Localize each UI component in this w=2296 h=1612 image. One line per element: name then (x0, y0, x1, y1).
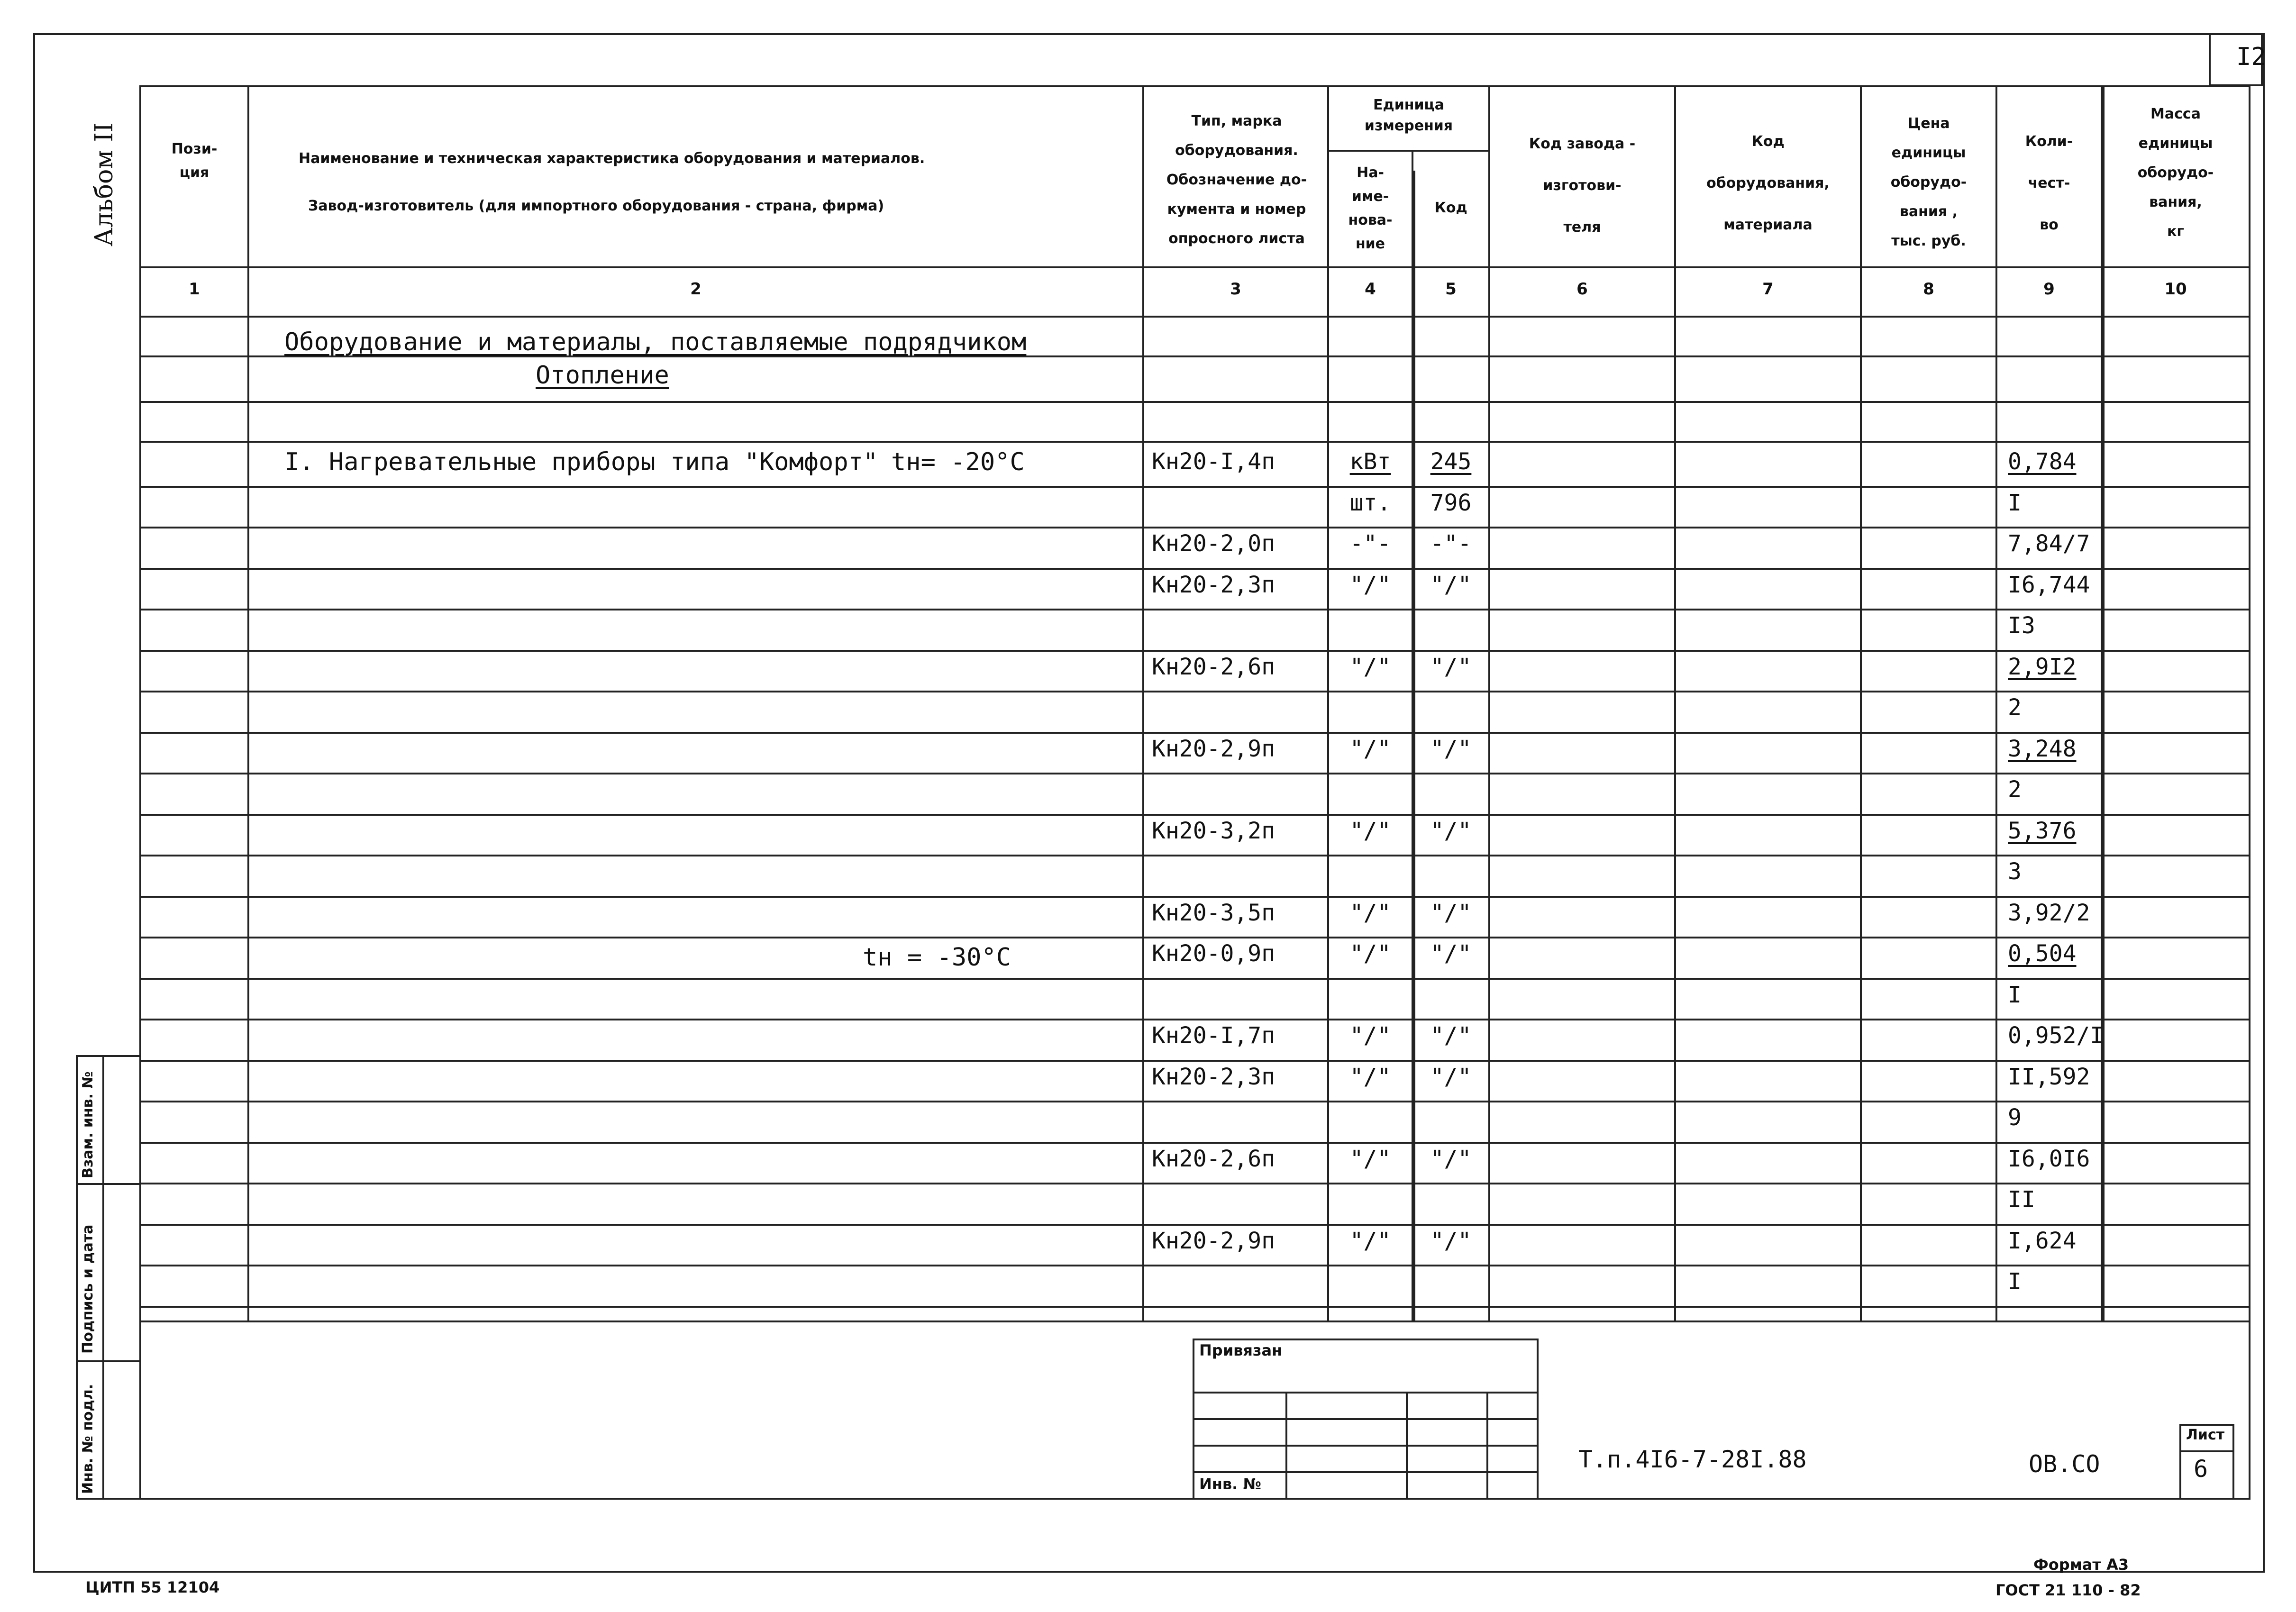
row-line (139, 609, 2250, 610)
header-unit-group: Единица измерения (1364, 97, 1453, 134)
cell-qty: 7,84/7 (2008, 530, 2090, 557)
album-label: Альбом II (90, 122, 118, 246)
cell-code: "/" (1430, 1145, 1472, 1172)
colnum-1: 1 (189, 280, 200, 299)
colnum-3: 3 (1230, 280, 1241, 299)
row-line (139, 896, 2250, 898)
header-unit-name: На- име- нова- ние (1348, 164, 1393, 252)
row-line (139, 937, 2250, 938)
cell-type: Кн20-3,5п (1152, 899, 1276, 926)
row-line (139, 401, 2250, 403)
cell-qty: 3,248 (2008, 735, 2077, 762)
stamp-vline-a (1285, 1392, 1287, 1500)
row-line (139, 1060, 2250, 1062)
header-mass: Масса единицы оборудо- вания, кг (2137, 106, 2214, 240)
cell-qty: 3 (2008, 858, 2022, 885)
cell-type: Кн20-2,0п (1152, 530, 1276, 557)
colnum-5: 5 (1445, 280, 1457, 299)
cell-name: "/" (1349, 571, 1391, 598)
row-line (139, 527, 2250, 528)
colnum-4: 4 (1365, 280, 1376, 299)
cell-qty: I6,0I6 (2008, 1145, 2090, 1172)
row-line (139, 691, 2250, 692)
row-line (139, 1101, 2250, 1102)
cell-name: шт. (1349, 489, 1391, 516)
col-line-2 (1142, 85, 1144, 1321)
col-line-1 (247, 85, 249, 1321)
side-stamp-line-2 (76, 1360, 141, 1362)
col-line-6 (1674, 85, 1676, 1321)
row-line (139, 650, 2250, 652)
row-line (139, 1142, 2250, 1144)
colnum-7: 7 (1762, 280, 1774, 299)
colnum-9: 9 (2043, 280, 2055, 299)
section-subtitle: Отопление (536, 361, 669, 390)
row-line (139, 732, 2250, 734)
section-title: Оборудование и материалы, поставляемые подрядчиком (284, 328, 1027, 356)
cell-code: "/" (1430, 1227, 1472, 1254)
row-line (139, 486, 2250, 488)
colnum-2: 2 (690, 280, 702, 299)
cell-qty: I (2008, 981, 2022, 1008)
header-name: Наименование и техническая характеристика оборудования и материалов. Завод-изготовитель (для импортного оборудования - страна, фирма) (299, 150, 925, 214)
cell-type: Кн20-3,2п (1152, 817, 1276, 844)
stamp-privyazan-label: Привязан (1199, 1341, 1283, 1359)
footer-format: Формат А3 (2033, 1556, 2129, 1574)
stamp-top-line (139, 1321, 2250, 1322)
cell-code: -"- (1430, 530, 1472, 557)
cell-type: Кн20-2,6п (1152, 653, 1276, 680)
cell-name: -"- (1349, 530, 1391, 557)
cell-qty: 0,952/I (2008, 1022, 2104, 1049)
stamp-vline-b (1406, 1392, 1408, 1500)
cell-type: Кн20-0,9п (1152, 940, 1276, 967)
cell-name: "/" (1349, 653, 1391, 680)
stamp-mark: ОВ.СО (2029, 1450, 2100, 1478)
col-line-3 (1327, 85, 1329, 1321)
unit-group-line (1327, 150, 1488, 152)
side-stamp-podpis: Подпись и дата (80, 1224, 96, 1354)
cell-name: "/" (1349, 1022, 1391, 1049)
cell-name: кВт (1349, 448, 1391, 475)
cell-name: "/" (1349, 1227, 1391, 1254)
side-stamp-divider (102, 1055, 104, 1500)
footer-left: ЦИТП 55 12104 (85, 1578, 220, 1596)
footer-gost: ГОСТ 21 110 - 82 (1995, 1581, 2141, 1599)
row-line (139, 1019, 2250, 1020)
cell-code: "/" (1430, 571, 1472, 598)
cell-qty: I3 (2008, 612, 2035, 639)
cell-type: Кн20-2,6п (1152, 1145, 1276, 1172)
header-factory-code: Код завода - изготови- теля (1529, 136, 1636, 236)
header-qty: Коли- чест- во (2025, 133, 2073, 233)
cell-qty: 0,784 (2008, 448, 2077, 475)
stamp-inv-label: Инв. № (1199, 1475, 1261, 1493)
cell-type: Кн20-2,3п (1152, 571, 1276, 598)
stamp-sheet-label: Лист (2186, 1427, 2225, 1443)
cell-type: Кн20-2,9п (1152, 735, 1276, 762)
cell-type: Кн20-I,4п (1152, 448, 1276, 475)
cell-name: "/" (1349, 1063, 1391, 1090)
cell-qty: I,624 (2008, 1227, 2077, 1254)
cell-code: "/" (1430, 817, 1472, 844)
header-equipment-code: Код оборудования, материала (1706, 133, 1830, 233)
cell-code: "/" (1430, 1063, 1472, 1090)
row-line (139, 1183, 2250, 1184)
cell-code: "/" (1430, 653, 1472, 680)
header-line-1 (139, 266, 2250, 268)
cell-qty: 0,504 (2008, 940, 2077, 967)
cell-qty: II (2008, 1186, 2035, 1213)
cell-type: Кн20-2,9п (1152, 1227, 1276, 1254)
cell-name: "/" (1349, 1145, 1391, 1172)
cell-code: 796 (1430, 489, 1472, 516)
row-line (139, 1265, 2250, 1266)
cell-name: "/" (1349, 899, 1391, 926)
header-type: Тип, марка оборудования. Обозначение до- кумента и номер опросного листа (1166, 113, 1307, 247)
cell-qty: 9 (2008, 1104, 2022, 1131)
stamp-doc-code: Т.п.4I6-7-28I.88 (1578, 1446, 1807, 1473)
cell-qty: I (2008, 489, 2022, 516)
cell-name: "/" (1349, 817, 1391, 844)
cell-code: "/" (1430, 899, 1472, 926)
row-line (139, 1306, 2250, 1308)
header-pos: Пози- ция (171, 141, 218, 181)
row-line (139, 814, 2250, 816)
cell-type: Кн20-I,7п (1152, 1022, 1276, 1049)
side-stamp-line-1 (76, 1183, 141, 1185)
cell-qty: 2 (2008, 776, 2022, 803)
cell-code: "/" (1430, 735, 1472, 762)
side-stamp-inv: Инв. № подл. (80, 1384, 96, 1494)
temp-label-2: tн = -30°С (863, 943, 1011, 972)
row-line (139, 855, 2250, 856)
cell-qty: 2 (2008, 694, 2022, 721)
cell-qty: 3,92/2 (2008, 899, 2090, 926)
header-unit-code: Код (1434, 200, 1467, 216)
col-line-5 (1488, 85, 1490, 1321)
item-1-label: I. Нагревательные приборы типа "Комфорт" (284, 448, 878, 476)
row-line (139, 441, 2250, 443)
side-stamp-vzam: Взам. инв. № (80, 1071, 96, 1178)
row-line (139, 1224, 2250, 1226)
cell-qty: 5,376 (2008, 817, 2077, 844)
row-line (139, 978, 2250, 980)
colnum-10: 10 (2164, 280, 2187, 299)
cell-name: "/" (1349, 735, 1391, 762)
cell-qty: I6,744 (2008, 571, 2090, 598)
header-line-2 (139, 316, 2250, 318)
stamp-vline-c (1486, 1392, 1488, 1500)
cell-qty: 2,9I2 (2008, 653, 2077, 680)
col-line-8 (1995, 85, 1997, 1321)
cell-qty: I (2008, 1268, 2022, 1295)
stamp-sheet-line (2179, 1450, 2234, 1452)
row-line (139, 568, 2250, 570)
cell-code: "/" (1430, 1022, 1472, 1049)
cell-qty: II,592 (2008, 1063, 2090, 1090)
temp-label-1: tн= -20°С (891, 448, 1025, 476)
cell-type: Кн20-2,3п (1152, 1063, 1276, 1090)
cell-code: 245 (1430, 448, 1472, 475)
col-line-7 (1860, 85, 1862, 1321)
stamp-sheet-number: 6 (2194, 1455, 2208, 1483)
colnum-8: 8 (1923, 280, 1934, 299)
row-line (139, 773, 2250, 774)
cell-code: "/" (1430, 940, 1472, 967)
header-price: Цена единицы оборудо- вания , тыс. руб. (1890, 115, 1967, 249)
cell-name: "/" (1349, 940, 1391, 967)
colnum-6: 6 (1576, 280, 1588, 299)
col-line-9 (2101, 85, 2105, 1321)
